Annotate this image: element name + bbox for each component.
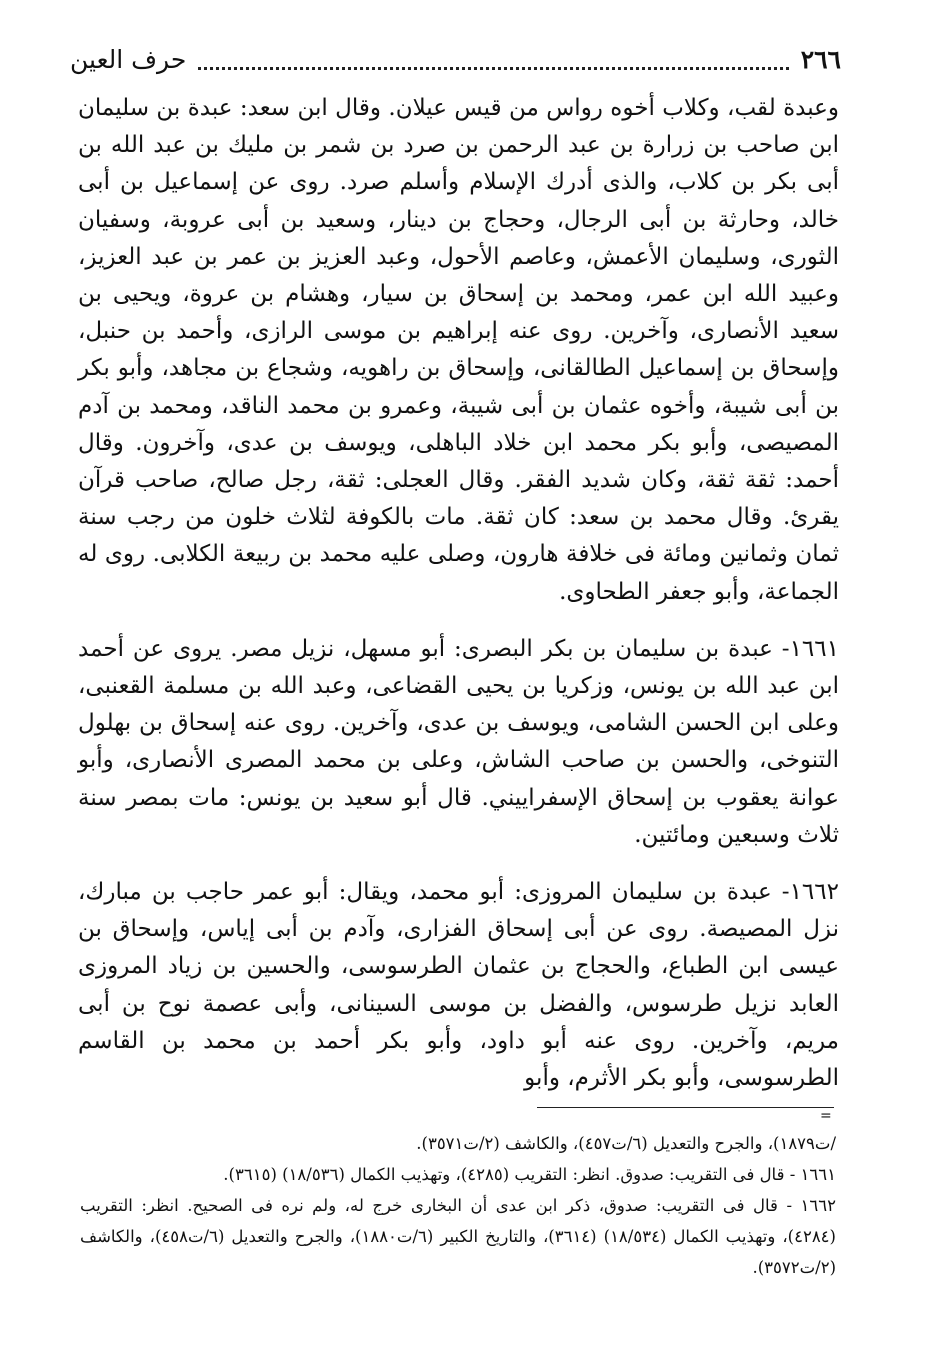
footnote-continued: /ت١٨٧٩)، والجرح والتعديل (٦/ت٤٥٧)، والكاشف (٢/ت٣٥٧١). <box>416 1134 836 1153</box>
page-header <box>70 38 841 82</box>
header-dotted-leader <box>198 67 788 70</box>
footnotes <box>80 1128 836 1283</box>
chapter-title: حرف العين <box>70 45 187 74</box>
page-number: ٢٦٦ <box>800 45 841 74</box>
entry-1662: ١٦٦٢- عبدة بن سليمان المروزى: أبو محمد، ويقال: أبو عمر حاجب بن مبارك، نزل المصيصة. روى عن أبى إسحاق الفزارى، وآدم بن أبى إياس، وإسحاق بن عيسى ابن الطباع، والحجاج بن عثمان الطرسوسى، والحسين بن زياد المروزى العابد نزيل طرسوس، والفضل بن موسى السينانى، وأبى عصمة نوح بن أبى مريم، وآخرين. روى عنه أبو داود، وأبو بكر أحمد بن محمد بن القاسم الطرسوسى، وأبو بكر الأثرم، وأبو <box>78 879 839 1092</box>
footnote-separator <box>537 1107 834 1108</box>
entry-1661: ١٦٦١- عبدة بن سليمان بن بكر البصرى: أبو مسهل، نزيل مصر. يروى عن أحمد ابن عبد الله بن يونس، وزكريا بن يحيى القضاعى، وعبد الله بن مسلمة القعنبى، وعلى ابن الحسن الشامى، ويوسف بن عدى، وآخرين. روى عنه إسحاق بن بهلول التنوخى، والحسن بن صاحب الشاش، وعلى بن محمد المصرى الأنصارى، وأبو عوانة يعقوب بن إسحاق الإسفراييني. قال أبو سعيد بن يونس: مات بمصر سنة ثلاث وسبعين ومائتين. <box>78 635 839 848</box>
paragraph-continuation: وعبدة لقب، وكلاب أخوه رواس من قيس عيلان. وقال ابن سعد: عبدة بن سليمان ابن صاحب بن زرارة بن عبد الرحمن بن صرد بن شمر بن مليك بن عبد الله بن أبى بكر بن كلاب، والذى أدرك الإسلام وأسلم صرد. روى عن إسماعيل بن أبى خالد، وحارثة بن أبى الرجال، وحجاج بن دينار، وسعيد بن أبى عروبة، وسفيان الثورى، وسليمان الأعمش، وعاصم الأحول، وعبد العزيز بن عمر بن عبد العزيز، وعبيد الله ابن عمر، ومحمد بن إسحاق بن سيار، وهشام بن عروة، ويحيى بن سعيد الأنصارى، وآخرين. روى عنه إبراهيم بن موسى الرازى، وأحمد بن حنبل، وإسحاق بن إسماعيل الطالقانى، وإسحاق بن راهويه، وشجاع بن مجاهد، وأبو بكر بن أبى شيبة، وأخوه عثمان بن أبى شيبة، وعمرو بن محمد الناقد، ومحمد بن آدم المصيصى، وأبو بكر محمد ابن خلاد الباهلى، ويوسف بن عدى، وآخرون. وقال أحمد: ثقة ثقة، وكان شديد الفقر. وقال العجلى: ثقة، رجل صالح، صاحب قرآن يقرئ. وقال محمد بن سعد: كان ثقة. مات بالكوفة لثلاث خلون من رجب سنة ثمان وثمانين ومائة فى خلافة هارون، وصلى عليه محمد بن ربيعة الكلابى. روى له الجماعة، وأبو جعفر الطحاوى. <box>78 95 840 605</box>
footnote-1661: ١٦٦١ - قال فى التقريب: صدوق. انظر: التقريب (٤٢٨٥)، وتهذيب الكمال (١٨/٥٣٦) (٣٦١٥). <box>223 1165 836 1184</box>
footnote-continuation-mark: = <box>820 1108 832 1124</box>
main-text <box>78 90 839 1097</box>
footnote-1662: ١٦٦٢ - قال فى التقريب: صدوق، ذكر ابن عدى أن البخارى خرج له، ولم نره فى الصحيح. انظر: التقريب (٤٢٨٤)، وتهذيب الكمال (١٨/٥٣٤) (٣٦١٤)، والتاريخ الكبير (٦/ت١٨٨٠)، والجرح والتعديل (٦/ت٤٥٨)، والكاشف (٢/ت٣٥٧٢). <box>80 1196 836 1277</box>
